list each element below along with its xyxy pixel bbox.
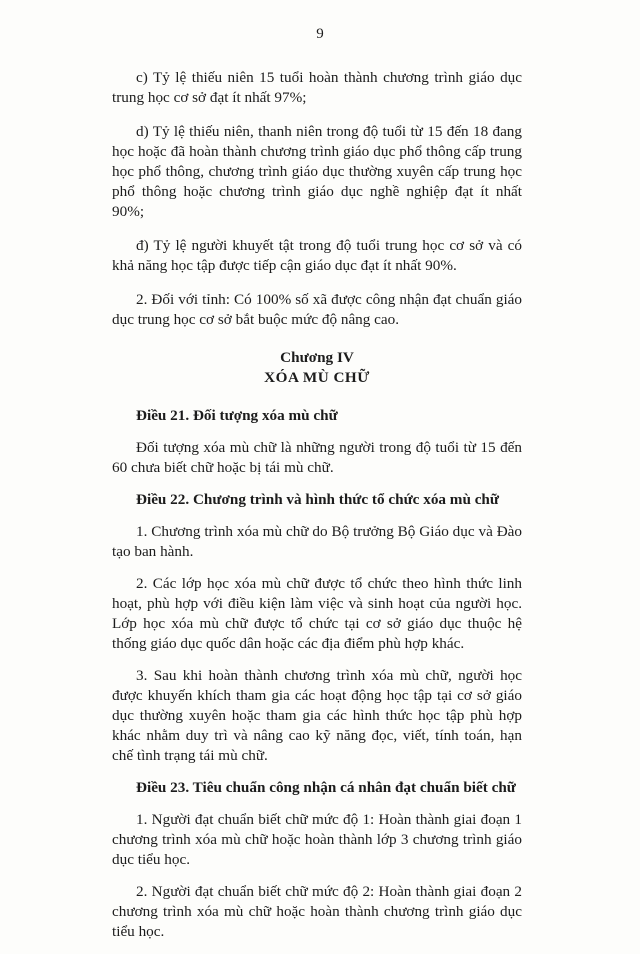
chapter-label: Chương IV [280,349,354,366]
paragraph-province: 2. Đối với tỉnh: Có 100% số xã được công nhận đạt chuẩn giáo dục trung học cơ sở bắt buộc mức độ nâng cao. [112,291,522,328]
paragraph-d: d) Tỷ lệ thiếu niên, thanh niên trong độ tuổi từ 15 đến 18 đang học hoặc đã hoàn thành chương trình giáo dục phổ thông cấp trung học phổ thông, chương trình giáo dục thường xuyên cấp trung học phổ thông hoặc chương trình giáo dục nghề nghiệp đạt ít nhất 90%; [112,123,522,220]
chapter-title: XÓA MÙ CHỮ [264,369,370,386]
article-21-paragraph: Đối tượng xóa mù chữ là những người trong độ tuổi từ 15 đến 60 chưa biết chữ hoặc bị tái mù chữ. [112,439,522,476]
article-22-paragraph-3: 3. Sau khi hoàn thành chương trình xóa mù chữ, người học được khuyến khích tham gia các hoạt động học tập tại cơ sở giáo dục thường xuyên hoặc tham gia các hình thức học tập phù hợp khác nhằm duy trì và nâng cao kỹ năng đọc, viết, tính toán, hạn chế tình trạng tái mù chữ. [112,667,522,764]
article-21-heading: Điều 21. Đối tượng xóa mù chữ [136,407,338,424]
document-body [112,68,522,954]
page-number: 9 [316,26,324,42]
article-22-paragraph-2: 2. Các lớp học xóa mù chữ được tổ chức theo hình thức linh hoạt, phù hợp với điều kiện làm việc và sinh hoạt của người học. Lớp học xóa mù chữ được tổ chức tại cơ sở giáo dục thuộc hệ thống giáo dục quốc dân hoặc các địa điểm phù hợp khác. [112,575,522,652]
paragraph-dd: đ) Tỷ lệ người khuyết tật trong độ tuổi trung học cơ sở và có khả năng học tập được tiếp cận giáo dục đạt ít nhất 90%. [112,237,522,274]
article-23-paragraph-1: 1. Người đạt chuẩn biết chữ mức độ 1: Hoàn thành giai đoạn 1 chương trình xóa mù chữ hoặc hoàn thành lớp 3 chương trình giáo dục tiểu học. [112,811,522,868]
article-23-heading: Điều 23. Tiêu chuẩn công nhận cá nhân đạt chuẩn biết chữ [136,779,516,796]
article-22-heading: Điều 22. Chương trình và hình thức tổ chức xóa mù chữ [136,491,499,508]
article-22-paragraph-1: 1. Chương trình xóa mù chữ do Bộ trưởng Bộ Giáo dục và Đào tạo ban hành. [112,523,522,560]
paragraph-c: c) Tỷ lệ thiếu niên 15 tuổi hoàn thành chương trình giáo dục trung học cơ sở đạt ít nhất 97%; [112,69,522,106]
article-23-paragraph-2: 2. Người đạt chuẩn biết chữ mức độ 2: Hoàn thành giai đoạn 2 chương trình xóa mù chữ hoặc hoàn thành chương trình giáo dục tiểu học. [112,883,522,940]
